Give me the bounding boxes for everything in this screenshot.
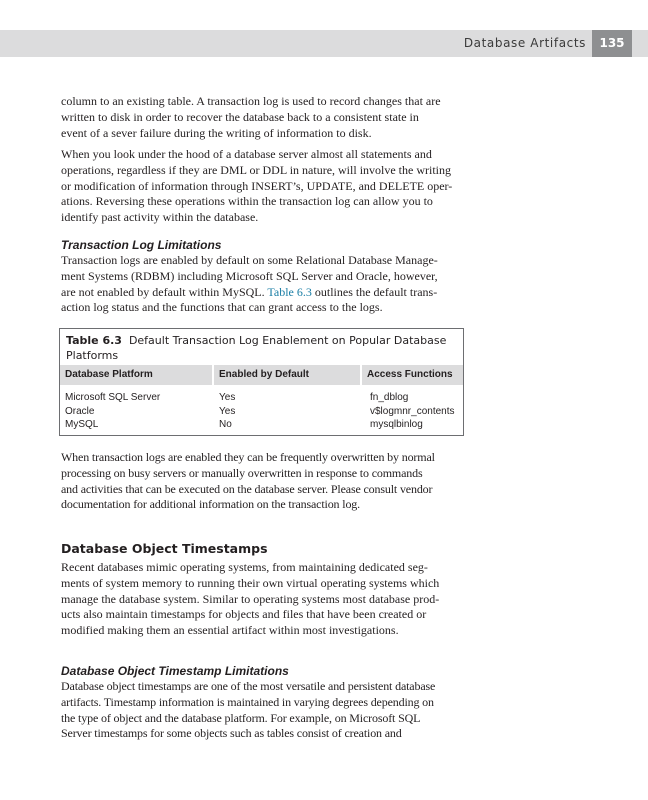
table-label: Table 6.3 bbox=[66, 334, 122, 347]
section-heading-object-timestamp-limitations: Database Object Timestamp Limitations bbox=[61, 664, 289, 678]
paragraph-6 bbox=[61, 679, 464, 742]
text-fragment: are not enabled by default within MySQL. bbox=[61, 284, 268, 299]
table-reference-link[interactable]: Table 6.3 bbox=[267, 284, 312, 299]
text-line: operations, regardless if they are DML or DDL in nature, will involve the writing bbox=[61, 162, 452, 177]
text-line: ucts also maintain timestamps for objects and files that have been created or bbox=[61, 607, 427, 622]
text-line: and activities that can be executed on the database server. Please consult vendor bbox=[61, 481, 433, 496]
text-line: documentation for additional information on the transaction log. bbox=[61, 497, 360, 512]
text-line: or modification of information through INSERT’s, UPDATE, and DELETE oper- bbox=[61, 178, 453, 193]
running-header-title: Database Artifacts bbox=[463, 36, 586, 50]
text-line: ations. Reversing these operations within the transaction log can allow you to bbox=[61, 194, 433, 209]
section-heading-database-object-timestamps: Database Object Timestamps bbox=[61, 541, 268, 556]
table-6-3 bbox=[59, 328, 464, 436]
text-line: modified making them an essential artifact within most investigations. bbox=[61, 623, 399, 638]
paragraph-3 bbox=[61, 253, 464, 316]
text-line: ment Systems (RDBM) including Microsoft SQL Server and Oracle, however, bbox=[61, 268, 438, 283]
text-line: column to an existing table. A transaction log is used to record changes that are bbox=[61, 94, 441, 108]
text-line: Transaction logs are enabled by default on some Relational Database Manage- bbox=[61, 253, 438, 267]
paragraph-2 bbox=[61, 147, 464, 226]
paragraph-5 bbox=[61, 560, 464, 639]
text-line: the type of object and the database platform. For example, on Microsoft SQL bbox=[61, 710, 421, 725]
table-cell: fn_dblog bbox=[370, 392, 409, 403]
table-cell: MySQL bbox=[65, 419, 99, 430]
text-line bbox=[61, 285, 464, 301]
text-line: action log status and the functions that can grant access to the logs. bbox=[61, 300, 383, 315]
text-line: processing on busy servers or manually overwritten in response to commands bbox=[61, 465, 423, 480]
text-line: event of a sever failure during the writing of information to disk. bbox=[61, 125, 372, 140]
table-cell: mysqlbinlog bbox=[370, 419, 423, 430]
text-line: When transaction logs are enabled they can be frequently overwritten by normal bbox=[61, 450, 435, 464]
text-line: Recent databases mimic operating systems, from maintaining dedicated seg- bbox=[61, 560, 428, 574]
table-header-row bbox=[60, 365, 463, 385]
table-cell: No bbox=[219, 419, 232, 430]
column-header-enabled: Enabled by Default bbox=[214, 365, 360, 385]
column-header-platform: Database Platform bbox=[60, 365, 212, 385]
text-line: identify past activity within the database. bbox=[61, 210, 259, 225]
table-cell: Yes bbox=[219, 405, 236, 417]
table-cell: Microsoft SQL Server bbox=[65, 392, 161, 403]
table-caption bbox=[66, 333, 456, 363]
text-line: Database object timestamps are one of the most versatile and persistent database bbox=[61, 679, 436, 693]
page-number: 135 bbox=[592, 30, 632, 57]
text-line: ments of system memory to running their own virtual operating systems which bbox=[61, 575, 440, 590]
text-fragment: outlines the default trans- bbox=[311, 284, 438, 299]
text-line: manage the database system. Similar to operating systems most database prod- bbox=[61, 591, 440, 606]
table-cell: v$logmnr_contents bbox=[370, 405, 455, 417]
section-heading-transaction-log-limitations: Transaction Log Limitations bbox=[61, 238, 222, 252]
column-header-functions: Access Functions bbox=[362, 365, 463, 385]
paragraph-4 bbox=[61, 450, 464, 513]
text-line: When you look under the hood of a database server almost all statements and bbox=[61, 147, 432, 161]
paragraph-1 bbox=[61, 94, 464, 141]
text-line: Server timestamps for some objects such as tables consist of creation and bbox=[61, 726, 402, 741]
table-cell: Yes bbox=[219, 392, 236, 403]
text-line: written to disk in order to recover the database back to a consistent state in bbox=[61, 109, 419, 124]
table-cell: Oracle bbox=[65, 405, 95, 417]
text-line: artifacts. Timestamp information is maintained in varying degrees depending on bbox=[61, 694, 434, 709]
table-caption-text: Default Transaction Log Enablement on Popular Database Platforms bbox=[66, 334, 447, 362]
